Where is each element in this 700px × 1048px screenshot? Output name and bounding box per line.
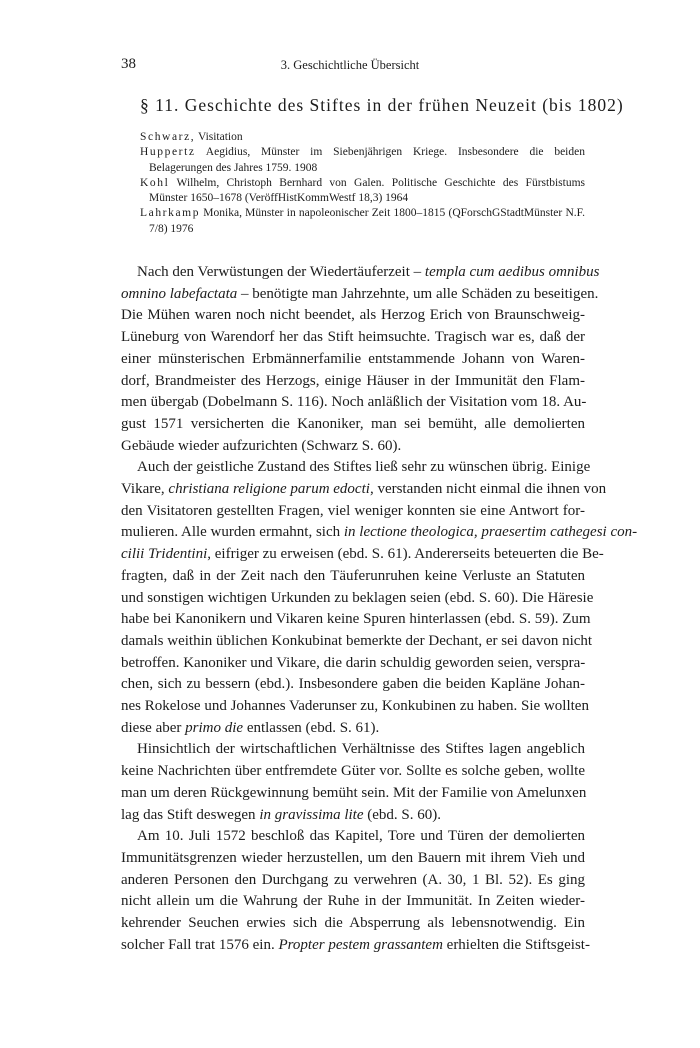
text-segment: diese aber (121, 719, 186, 736)
text-line (121, 870, 585, 892)
latin-phrase: omnino labefactata (121, 285, 238, 302)
text-segment: Am 10. Juli 1572 beschloß das Kapitel, Tore und Türen der demolierten (137, 828, 585, 845)
bibliography-entry (140, 145, 585, 176)
body-text (121, 262, 638, 957)
bibliography-text: Aegidius, Münster im Siebenjährigen Kriege. Insbesondere die beiden Belagerungen des Jahres 1759. 1908 (149, 146, 585, 174)
text-segment: keine Nachrichten über entfremdete Güter vor. Sollte es solche geben, wollte (121, 763, 585, 780)
text-line (121, 761, 585, 783)
text-segment: – benötigte man Jahrzehnte, um alle Schäden zu beseitigen. (237, 285, 599, 302)
text-segment: , eifriger zu erweisen (ebd. S. 61). Andererseits beteuerten die Be- (207, 546, 604, 563)
text-line (121, 891, 585, 913)
text-segment: habe bei Kanonikern und Vikaren keine Spuren hinterlassen (ebd. S. 59). Zum (121, 611, 591, 628)
text-line (121, 805, 585, 827)
text-segment: erhielten die Stiftsgeist- (442, 936, 590, 953)
text-segment: betroffen. Kanoniker und Vikare, die darin schuldig geworden seien, verspra- (121, 654, 586, 671)
text-segment: damals weithin üblichen Konkubinat bemerkte der Dechant, er sei davon nicht (121, 632, 593, 649)
latin-phrase: in lectione theologica, praesertim cathegesi con- (343, 524, 638, 541)
text-segment: men übergab (Dobelmann S. 116). Noch anläßlich der Visitation vom 18. Au- (121, 394, 587, 411)
text-line (121, 414, 585, 436)
text-line (121, 588, 594, 610)
text-segment: fragten, daß in der Zeit nach den Täuferunruhen keine Verluste an Statuten (121, 567, 585, 584)
bibliography-text: Visitation (195, 131, 243, 143)
text-segment: den Visitatoren gestellten Fragen, viel weniger konnten sie eine Antwort for- (121, 502, 585, 519)
text-segment: nes Rokelose und Johannes Vaderunser zu, Konkubinen zu haben. Sie wollten (121, 698, 589, 715)
text-segment: nicht allein um die Wahrung der Ruhe in der Immunität. In Zeiten wieder- (121, 893, 585, 910)
text-line (121, 935, 590, 957)
latin-phrase: in gravissima lite (259, 806, 364, 823)
text-line (121, 848, 585, 870)
latin-phrase: primo die (185, 719, 244, 736)
text-segment: und sonstigen wichtigen Urkunden zu beklagen seien (ebd. S. 60). Die Häresie (121, 589, 594, 606)
text-line (121, 262, 600, 284)
section-heading: § 11. Geschichte des Stiftes in der frühen Neuzeit (bis 1802) (140, 95, 624, 115)
text-line (121, 436, 585, 458)
text-segment: solcher Fall trat 1576 ein. (121, 936, 279, 953)
text-line (121, 349, 585, 371)
text-line (121, 479, 607, 501)
text-line (121, 718, 585, 740)
bibliography-list (140, 130, 585, 237)
text-line (121, 457, 591, 479)
bibliography-entry (140, 176, 585, 207)
bibliography-text: Wilhelm, Christoph Bernhard von Galen. Politische Geschichte des Fürstbistums Münster 1650–1678 (VeröffHistKommWestf 18,3) 1964 (149, 176, 585, 205)
text-segment: man um deren Rückgewinnung bemüht sein. Mit der Familie von Amelunxen (121, 784, 587, 801)
latin-phrase: christiana religione parum edocti (168, 481, 370, 498)
bibliography-author: Kohl (140, 176, 170, 189)
text-line (121, 392, 585, 414)
text-line (121, 826, 585, 848)
latin-phrase: Propter pestem grassantem (278, 936, 443, 953)
latin-phrase: cilii Tridentini (121, 546, 208, 563)
text-segment: lag das Stift deswegen (121, 806, 260, 823)
text-segment: Lüneburg von Warendorf her das Stift heimsuchte. Tragisch war es, daß der (121, 329, 585, 346)
text-segment: anderen Personen den Durchgang zu verwehren (A. 30, 1 Bl. 52). Es ging (121, 871, 585, 888)
text-segment: entlassen (ebd. S. 61). (243, 719, 380, 736)
page-number: 38 (121, 56, 136, 72)
text-line (121, 371, 585, 393)
text-line (121, 739, 585, 761)
text-segment: chen, sich zu bessern (ebd.). Insbesondere gaben die beiden Kapläne Johan- (121, 676, 585, 693)
text-line (121, 653, 585, 675)
text-segment: Vikare, (121, 481, 169, 498)
text-segment: Hinsichtlich der wirtschaftlichen Verhältnisse des Stiftes lagen angeblich (137, 741, 585, 758)
text-line (121, 913, 585, 935)
latin-phrase: templa cum aedibus omnibus (424, 264, 600, 280)
text-line (121, 544, 604, 566)
bibliography-author: Huppertz (140, 146, 196, 159)
text-line (121, 674, 585, 696)
running-title: 3. Geschichtliche Übersicht (280, 58, 420, 72)
text-line (121, 609, 591, 631)
text-segment: mulieren. Alle wurden ermahnt, sich (121, 524, 344, 541)
text-segment: dorf, Brandmeister des Herzogs, einige Häuser in der Immunität den Flam- (121, 372, 585, 389)
text-line (121, 566, 585, 588)
text-segment: (ebd. S. 60). (363, 806, 441, 823)
text-line (121, 284, 599, 306)
text-segment: einer münsterischen Erbmännerfamilie entstammende Johann von Waren- (121, 350, 585, 367)
bibliography-text: Monika, Münster in napoleonischer Zeit 1800–1815 (QForschGStadtMünster N.F. 7/8) 1976 (149, 207, 585, 235)
text-line (121, 305, 585, 327)
text-segment: , verstanden nicht einmal die ihnen von (369, 481, 607, 498)
bibliography-author: Lahrkamp (140, 207, 201, 220)
bibliography-author: Schwarz, (140, 131, 196, 143)
bibliography-entry (140, 130, 585, 145)
text-segment: Nach den Verwüstungen der Wiedertäuferzeit – (137, 264, 425, 280)
text-line (121, 501, 585, 523)
text-line (121, 783, 585, 805)
text-segment: Immunitätsgrenzen wieder herzustellen, um den Bauern mit ihrem Vieh und (121, 849, 585, 866)
text-segment: Gebäude wieder aufzurichten (Schwarz S. 60). (121, 437, 402, 454)
text-line (121, 522, 638, 544)
text-line (121, 631, 593, 653)
text-line (121, 327, 585, 349)
text-segment: Auch der geistliche Zustand des Stiftes ließ sehr zu wünschen übrig. Einige (137, 459, 591, 476)
text-segment: Die Mühen waren noch nicht beendet, als Herzog Erich von Braunschweig- (121, 307, 585, 324)
text-segment: gust 1571 versicherten die Kanoniker, man sei bemüht, alle demolierten (121, 415, 585, 432)
text-line (121, 696, 589, 718)
bibliography-entry (140, 206, 585, 237)
text-segment: kehrender Seuchen erwies sich die Absperrung als lebensnotwendig. Ein (121, 915, 585, 932)
